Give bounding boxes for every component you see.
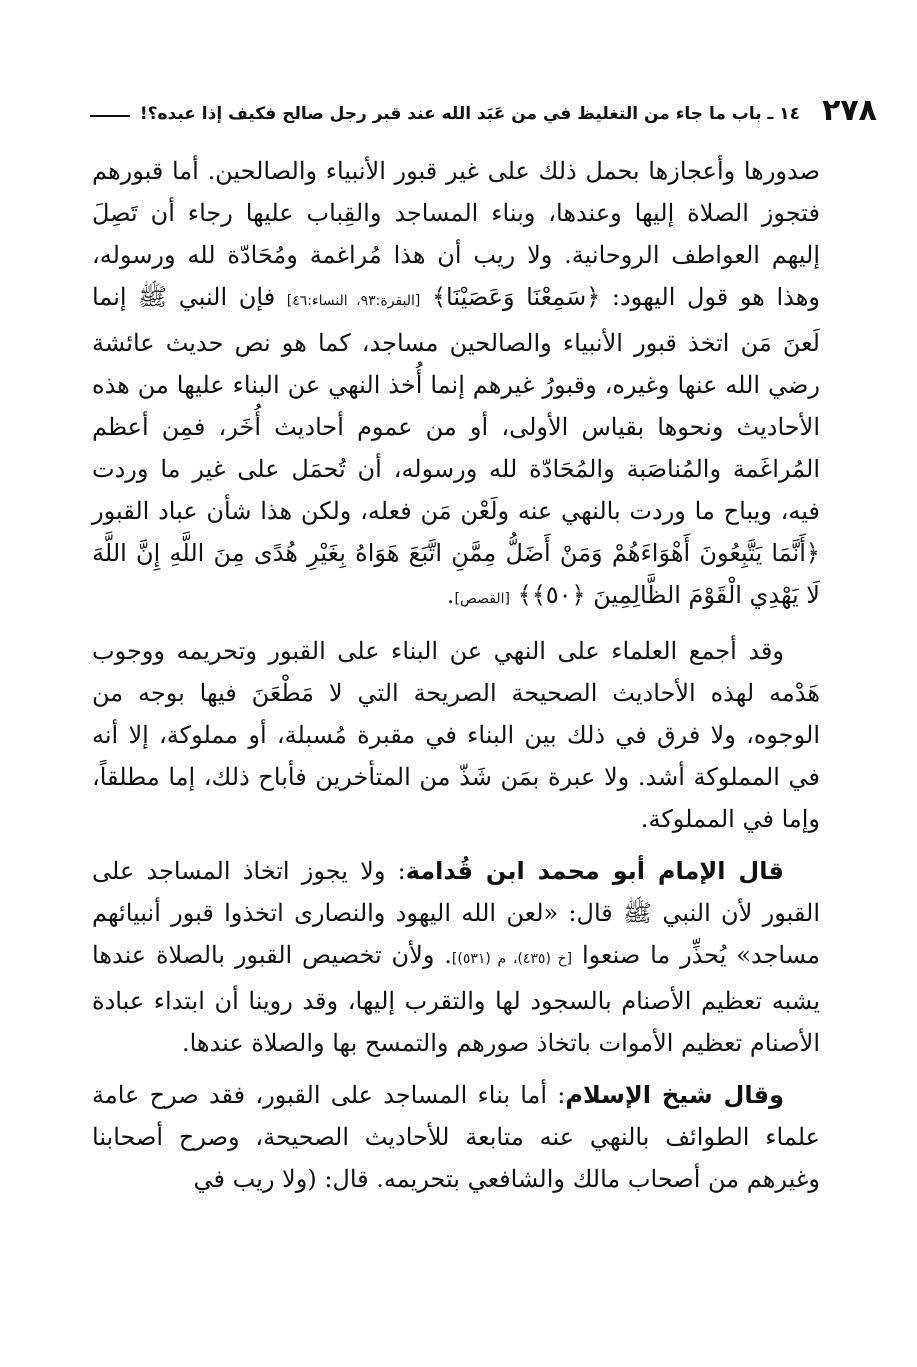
speaker-ibn-qudama: قال الإمام أبو محمد ابن قُدامة <box>405 857 784 885</box>
paragraph-4-text: : أما بناء المساجد على القبور، فقد صرح عامة علماء الطوائف بالنهي عنه متابعة للأحاديث الصحيحة، وصرح أصحابنا وغيرهم من أصحاب مالك والشافعي بتحريمه. قال: (ولا ريب في <box>92 1081 820 1193</box>
paragraph-2: وقد أجمع العلماء على النهي عن البناء على القبور وتحريمه ووجوب هَدْمه لهذه الأحاديث الصحيحة الصريحة التي لا مَطْعَنَ فيها بوجه من الوجوه، ولا فرق في ذلك بين البناء في مقبرة مُسبلة، أو مملوكة، إلا أنه في المملوكة أشد. ولا عبرة بمَن شَذّ من المتأخرين فأباح ذلك، إما مطلقاً، وإما في المملوكة. <box>92 637 821 833</box>
citation-2: [القصص] <box>454 591 510 607</box>
citation-1: [البقرة:٩٣، النساء:٤٦] <box>286 293 421 309</box>
running-title: ١٤ ـ باب ما جاء من التغليظ في من عَبَد الله عند قبر رجل صالح فكيف إذا عبده؟! <box>139 104 801 124</box>
page-number: ٢٧٨ <box>822 93 877 128</box>
speaker-shaykh-al-islam: وقال شيخ الإسلام <box>565 1081 785 1109</box>
paragraph-3-text-b: . ولأن تخصيص القبور بالصلاة عندها يشبه تعظيم الأصنام بالسجود لها والتقرب إليها، وقد روينا أن ابتداء عبادة الأصنام تعظيم الأموات باتخاذ صورهم والتمسح بها والصلاة عندها. <box>92 941 820 1057</box>
paragraph-1-text-b: فإن النبي ﷺ إنما لَعنَ مَن اتخذ قبور الأنبياء والصالحين مساجد، كما هو نص حديث عائشة رضي الله عنها وغيره، وقبورُ غيرهم إنما أُخذ النهي عن البناء عليها من هذه الأحاديث ونحوها بقياس الأولى، أو من عموم أحاديث أُخَر، فمِن أعظم المُراغَمة والمُناصَبة والمُحَادّة لله ورسوله، أن تُحمَل على غير ما وردت فيه، ويباح ما وردت بالنهي عنه ولَعْن مَن فعله، ولكن هذا شأن عباد القبور <box>92 283 820 525</box>
paragraph-1-text-a: صدورها وأعجازها بحمل ذلك على غير قبور الأنبياء والصالحين. أما قبورهم فتجوز الصلاة إليها وعندها، وبناء المساجد والقِباب عليها رجاء أن تَصِلَ إليهم العواطف الروحانية. ولا ريب أن هذا مُراغمة ومُحَادّة لله ورسوله، وهذا هو قول اليهود: <box>92 157 820 311</box>
paragraph-3-text-a: : ولا يجوز اتخاذ المساجد على القبور لأن النبي ﷺ قال: «لعن الله اليهود والنصارى اتخذوا قبور أنبيائهم مساجد» يُحذِّر ما صنعوا <box>92 857 820 969</box>
header-rule <box>90 115 130 117</box>
quran-verse-1: ﴿سَمِعْنَا وَعَصَيْنَا﴾ <box>431 283 601 311</box>
paragraph-1 <box>92 150 820 620</box>
citation-3: [خ (٤٣٥)، م (٥٣١)] <box>451 951 573 967</box>
paragraph-3 <box>92 850 820 1064</box>
body-text <box>92 150 820 1210</box>
paragraph-4 <box>92 1074 820 1200</box>
page-header <box>90 82 877 126</box>
quran-verse-2: ﴿أَنَّمَا يَتَّبِعُونَ أَهْوَاءَهُمْ وَمَنْ أَضَلُّ مِمَّنِ اتَّبَعَ هَوَاهُ بِغَيْرِ هُدًى مِنَ اللَّهِ إِنَّ اللَّهَ لَا يَهْدِي الْقَوْمَ الظَّالِمِينَ ﴿٥٠﴾﴾ <box>92 539 820 609</box>
paragraph-1-text-c: . <box>446 581 455 609</box>
